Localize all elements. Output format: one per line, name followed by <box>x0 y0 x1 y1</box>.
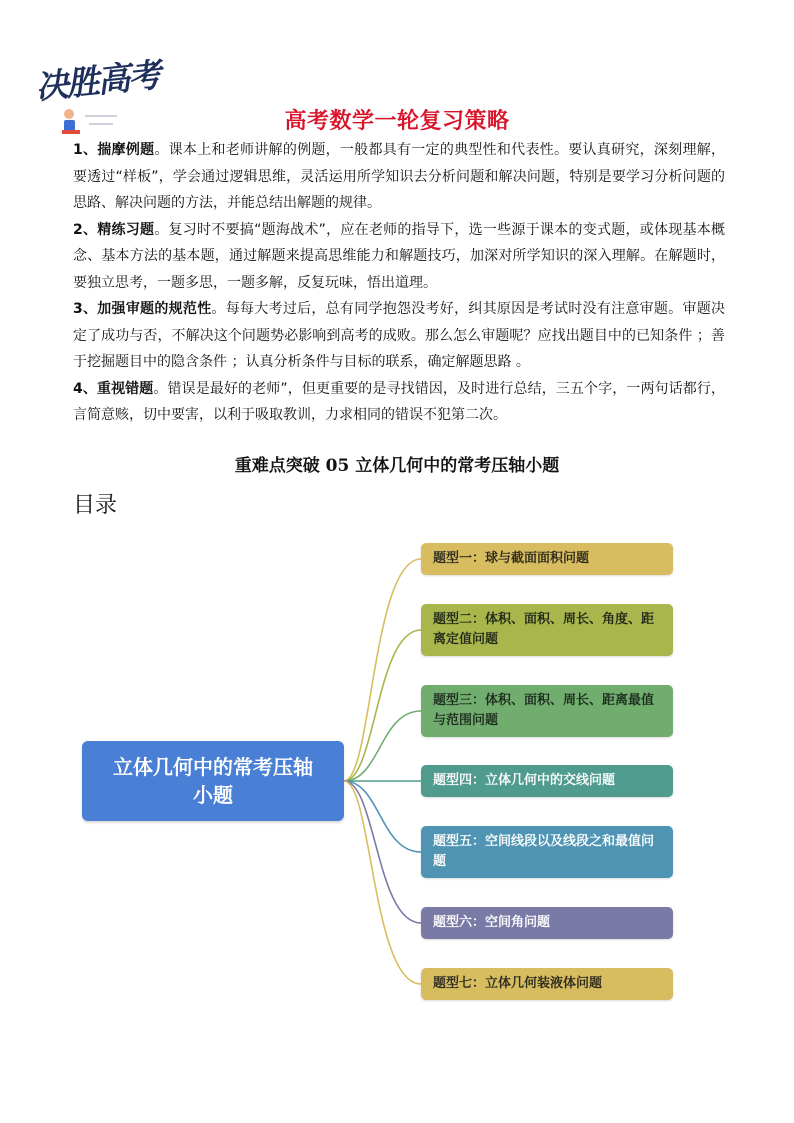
connector-line <box>344 781 421 923</box>
mindmap-node-4: 题型四：立体几何中的交线问题 <box>421 765 673 797</box>
strategy-lead: 2、精练习题 <box>73 221 155 238</box>
mindmap-node-1: 题型一：球与截面面积问题 <box>421 543 673 575</box>
strategy-text: 。课本上和老师讲解的例题，一般都具有一定的典型性和代表性。要认真研究，深刻理解，要透过“样板”，学会通过逻辑思维，灵活运用所学知识去分析问题和解决问题，特别是要学习分析问题的思路、解决问题的方法，并能总结出解题的规律。 <box>73 142 725 211</box>
mindmap-node-3: 题型三：体积、面积、周长、距离最值与范围问题 <box>421 685 673 737</box>
strategy-paragraph <box>73 217 725 297</box>
connector-line <box>344 711 421 781</box>
strategy-text: 。每每大考过后，总有同学抱怨没考好，纠其原因是考试时没有注意审题。审题决定了成功与否，不解决这个问题势必影响到高考的成败。那么怎么审题呢？应找出题目中的已知条件 ；善于挖掘题目中的隐含条件 ；认真分析条件与目标的联系，确定解题思路 。 <box>73 301 725 370</box>
strategy-paragraph <box>73 137 725 217</box>
strategy-paragraph <box>73 376 725 429</box>
strategy-text: 。复习时不要搞“题海战术”，应在老师的指导下，选一些源于课本的变式题，或体现基本概念、基本方法的基本题，通过解题来提高思维能力和解题技巧，加深对所学知识的深入理解。在解题时，要独立思考，一题多思，一题多解，反复玩味，悟出道理。 <box>73 221 725 291</box>
mindmap-node-5: 题型五：空间线段以及线段之和最值问题 <box>421 826 673 878</box>
toc-heading: 目录 <box>73 493 118 518</box>
logo-text: 决胜高考 <box>33 55 162 107</box>
mindmap-node-6: 题型六：空间角问题 <box>421 907 673 939</box>
strategy-text: 。错误是最好的老师”，但更重要的是寻找错因，及时进行总结，三五个字，一两句话都行，言简意赅，切中要害，以利于吸取教训，力求相同的错误不犯第二次。 <box>73 380 725 423</box>
mindmap-root: 立体几何中的常考压轴小题 <box>82 741 344 821</box>
strategy-paragraph <box>73 296 725 376</box>
strategy-lead: 4、重视错题 <box>73 380 154 397</box>
connector-line <box>344 781 421 984</box>
connector-line <box>344 559 421 781</box>
connector-line <box>344 630 421 781</box>
strategy-lead: 1、揣摩例题 <box>73 142 155 158</box>
mindmap-node-2: 题型二：体积、面积、周长、角度、距离定值问题 <box>421 604 673 656</box>
strategy-section <box>73 137 725 429</box>
connector-line <box>344 781 421 852</box>
mindmap-node-7: 题型七：立体几何装液体问题 <box>421 968 673 1000</box>
section-title: 重难点突破 05 立体几何中的常考压轴小题 <box>234 456 560 476</box>
strategy-lead: 3、加强审题的规范性 <box>73 301 212 317</box>
document-title: 高考数学一轮复习策略 <box>284 109 510 134</box>
